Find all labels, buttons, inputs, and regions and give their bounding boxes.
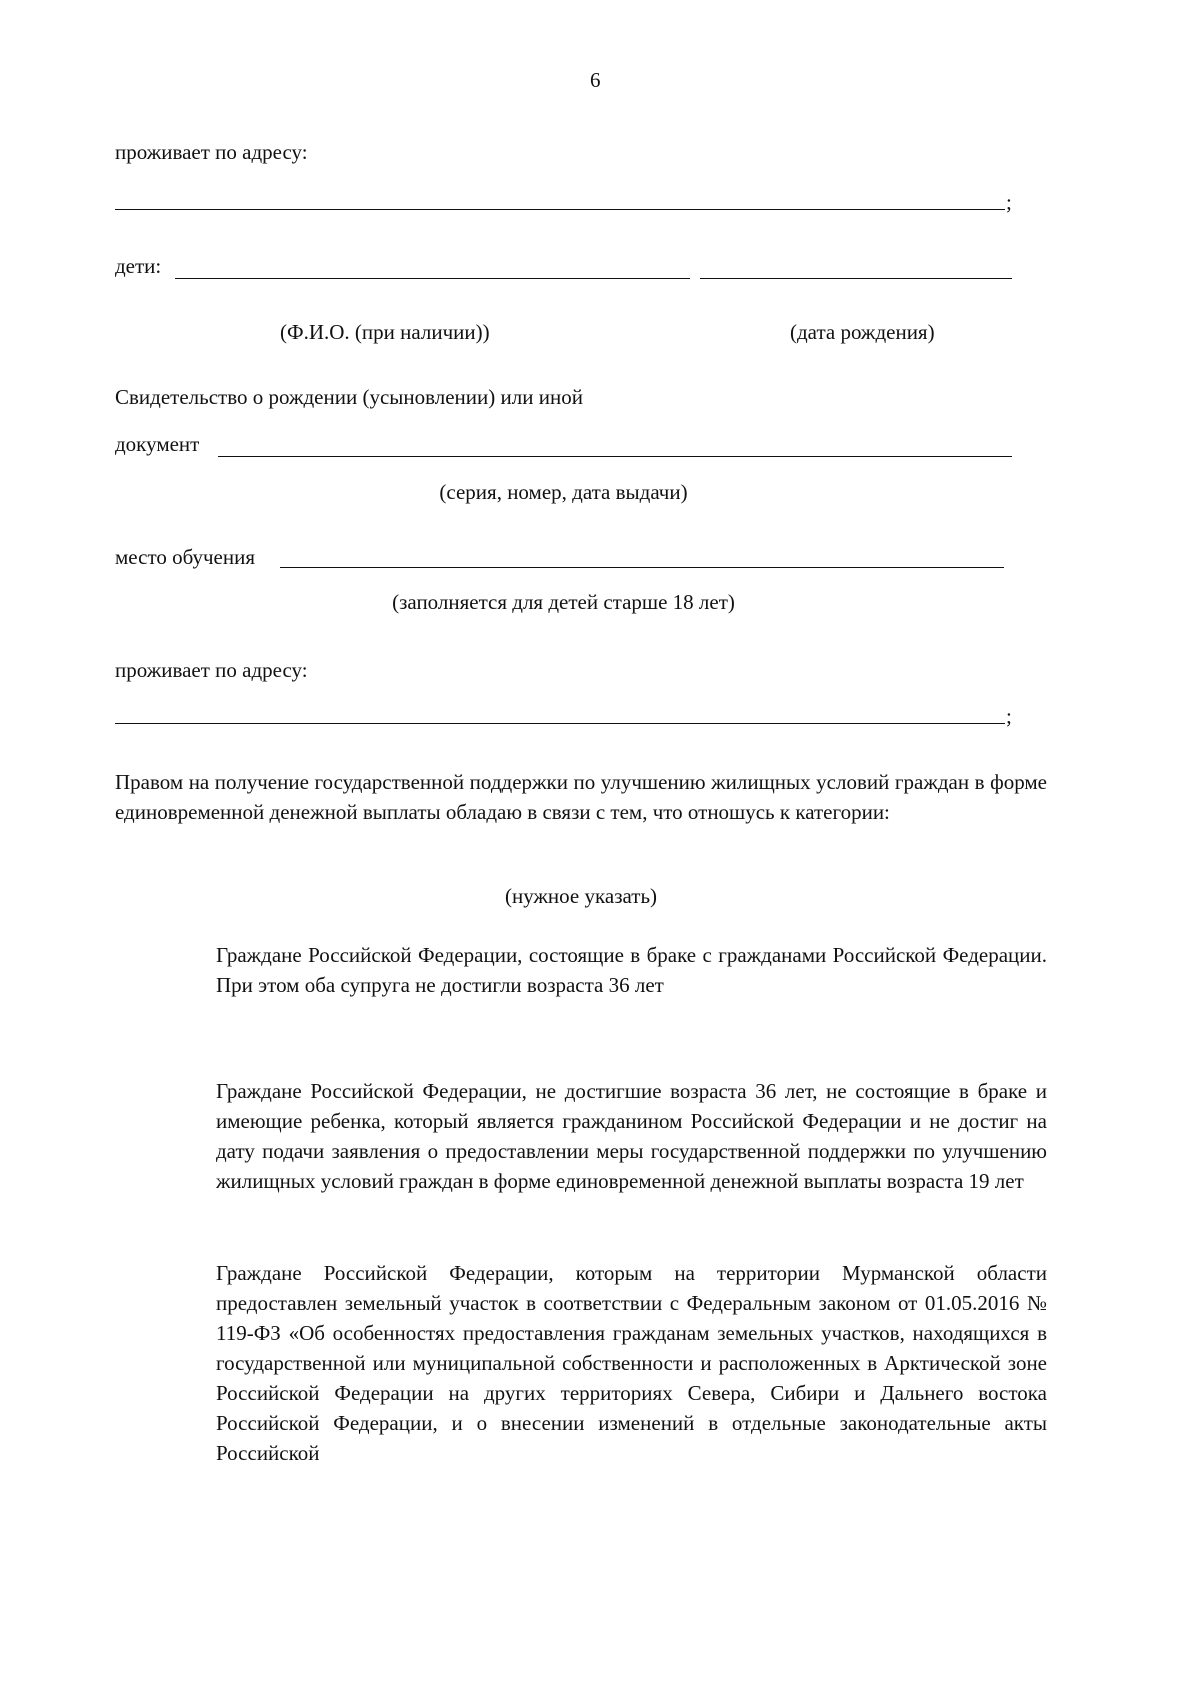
address-label: проживает по адресу:: [115, 140, 308, 164]
category-option-3[interactable]: Граждане Российской Федерации, которым на территории Мурманской области предоставлен земельный участок в соответствии с Федеральным законом от 01.05.2016 № 119-ФЗ «Об особенностях предоставления гражданам земельных участков, находящихся в государственной или муниципальной собственности и расположенных в Арктической зоне Российской Федерации на других территориях Севера, Сибири и Дальнего востока Российской Федерации, и о внесении изменений в отдельные законодательные акты Российской: [216, 1261, 1047, 1465]
study-place-label: место обучения: [115, 545, 256, 569]
birth-date-caption: (дата рождения): [790, 320, 935, 344]
address-label: проживает по адресу:: [115, 658, 308, 682]
document-fill-line[interactable]: [218, 456, 1012, 457]
study-place-fill-line[interactable]: [280, 567, 1004, 568]
study-place-caption: (заполняется для детей старше 18 лет): [392, 590, 735, 614]
document-caption: (серия, номер, дата выдачи): [439, 480, 688, 504]
address-fill-line[interactable]: [115, 723, 1005, 724]
child-fio-fill-line[interactable]: [175, 278, 690, 279]
fio-caption: (Ф.И.О. (при наличии)): [280, 320, 490, 344]
category-option-1[interactable]: Граждане Российской Федерации, состоящие в браке с гражданами Российской Федерации. При этом оба супруга не достигли возраста 36 лет: [216, 943, 1047, 997]
certificate-label: Свидетельство о рождении (усыновлении) или иной: [115, 385, 583, 409]
address-semicolon: ;: [1006, 190, 1012, 214]
child-birth-date-fill-line[interactable]: [700, 278, 1012, 279]
right-paragraph: Правом на получение государственной поддержки по улучшению жилищных условий граждан в форме единовременной денежной выплаты обладаю в связи с тем, что отношусь к категории:: [115, 770, 1047, 824]
category-option-2[interactable]: Граждане Российской Федерации, не достигшие возраста 36 лет, не состоящие в браке и имеющие ребенка, который является гражданином Российской Федерации и не достиг на дату подачи заявления о предоставлении меры государственной поддержки по улучшению жилищных условий граждан в форме единовременной денежной выплаты возраста 19 лет: [216, 1079, 1047, 1193]
page-number: 6: [590, 68, 601, 92]
children-label: дети:: [115, 254, 162, 278]
address-semicolon: ;: [1006, 704, 1012, 728]
document-label: документ: [115, 432, 200, 456]
address-fill-line[interactable]: [115, 209, 1005, 210]
specify-caption: (нужное указать): [504, 884, 658, 908]
